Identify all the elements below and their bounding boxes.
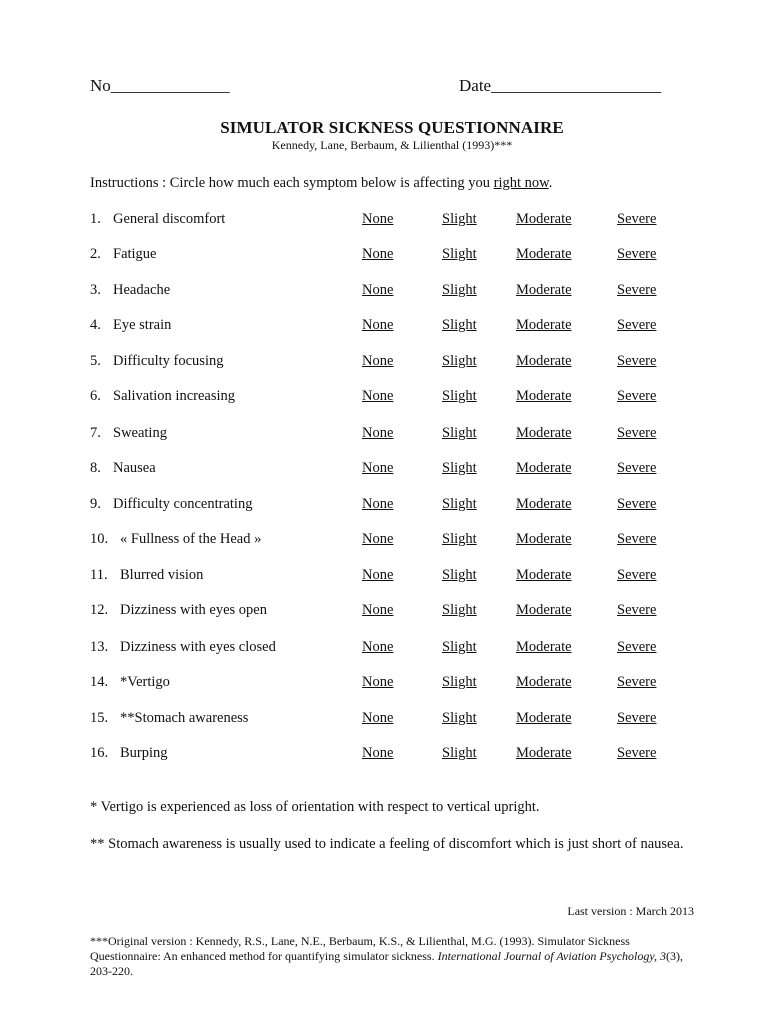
option-severe[interactable]: Severe — [617, 710, 657, 726]
symptom-label: Difficulty concentrating — [113, 496, 253, 512]
option-none[interactable]: None — [362, 246, 394, 262]
symptom-number: 8. — [90, 460, 101, 476]
symptom-label: Eye strain — [113, 317, 172, 333]
symptom-number: 10. — [90, 531, 109, 547]
instructions-suffix: . — [548, 175, 553, 191]
option-slight[interactable]: Slight — [442, 353, 477, 369]
option-slight[interactable]: Slight — [442, 460, 477, 476]
symptom-label: Burping — [120, 745, 168, 761]
option-slight[interactable]: Slight — [442, 496, 477, 512]
symptom-number: 3. — [90, 282, 101, 298]
symptom-label: Blurred vision — [120, 567, 204, 583]
option-slight[interactable]: Slight — [442, 282, 477, 298]
page-subtitle: Kennedy, Lane, Berbaum, & Lilienthal (1993)*** — [271, 138, 513, 152]
option-severe[interactable]: Severe — [617, 639, 657, 655]
symptom-row — [90, 567, 700, 589]
option-slight[interactable]: Slight — [442, 246, 477, 262]
option-slight[interactable]: Slight — [442, 567, 477, 583]
symptom-row — [90, 674, 700, 696]
option-none[interactable]: None — [362, 353, 394, 369]
instructions-prefix: Instructions : Circle how much each symptom below is affecting you — [90, 175, 494, 191]
option-moderate[interactable]: Moderate — [516, 745, 572, 761]
option-moderate[interactable]: Moderate — [516, 496, 572, 512]
option-slight[interactable]: Slight — [442, 710, 477, 726]
option-slight[interactable]: Slight — [442, 531, 477, 547]
reference-journal: International Journal of Aviation Psychology, 3 — [437, 949, 667, 963]
option-moderate[interactable]: Moderate — [516, 460, 572, 476]
option-none[interactable]: None — [362, 710, 394, 726]
option-moderate[interactable]: Moderate — [516, 567, 572, 583]
option-moderate[interactable]: Moderate — [516, 710, 572, 726]
symptom-label: Headache — [113, 282, 171, 298]
symptom-row — [90, 211, 700, 233]
option-moderate[interactable]: Moderate — [516, 639, 572, 655]
stomach-awareness-note: ** Stomach awareness is usually used to indicate a feeling of discomfort which is just short of nausea. — [90, 836, 684, 852]
symptom-label: Dizziness with eyes closed — [120, 639, 276, 655]
option-none[interactable]: None — [362, 531, 394, 547]
symptom-row — [90, 745, 700, 767]
option-severe[interactable]: Severe — [617, 460, 657, 476]
option-moderate[interactable]: Moderate — [516, 602, 572, 618]
reference-citation — [90, 934, 696, 979]
option-moderate[interactable]: Moderate — [516, 246, 572, 262]
option-moderate[interactable]: Moderate — [516, 425, 572, 441]
symptom-row — [90, 602, 700, 624]
option-severe[interactable]: Severe — [617, 317, 657, 333]
option-none[interactable]: None — [362, 602, 394, 618]
symptom-number: 2. — [90, 246, 101, 262]
symptom-number: 4. — [90, 317, 101, 333]
symptom-row — [90, 531, 700, 553]
option-severe[interactable]: Severe — [617, 211, 657, 227]
number-field[interactable]: No______________ — [90, 76, 230, 95]
instructions-emphasis: right now — [493, 175, 549, 191]
option-none[interactable]: None — [362, 745, 394, 761]
symptom-row — [90, 460, 700, 482]
symptom-number: 6. — [90, 388, 101, 404]
symptom-number: 14. — [90, 674, 109, 690]
symptom-number: 12. — [90, 602, 109, 618]
option-slight[interactable]: Slight — [442, 639, 477, 655]
symptom-number: 9. — [90, 496, 101, 512]
option-moderate[interactable]: Moderate — [516, 388, 572, 404]
reference-text: ***Original version : Kennedy, R.S., Lane, N.E., Berbaum, K.S., & Lilienthal, M.G. (1993). Simulator Sickness Questionnaire: An enhanced method for quantifying simulator sickness. — [90, 934, 630, 963]
option-slight[interactable]: Slight — [442, 602, 477, 618]
symptom-row — [90, 246, 700, 268]
date-field[interactable]: Date____________________ — [459, 76, 662, 95]
symptom-number: 15. — [90, 710, 109, 726]
symptom-label: Difficulty focusing — [113, 353, 224, 369]
page-title: SIMULATOR SICKNESS QUESTIONNAIRE — [220, 118, 564, 137]
option-severe[interactable]: Severe — [617, 602, 657, 618]
symptom-label: Dizziness with eyes open — [120, 602, 267, 618]
vertigo-note: * Vertigo is experienced as loss of orientation with respect to vertical upright. — [90, 799, 540, 815]
option-severe[interactable]: Severe — [617, 425, 657, 441]
option-severe[interactable]: Severe — [617, 353, 657, 369]
symptom-row — [90, 317, 700, 339]
last-version: Last version : March 2013 — [567, 904, 694, 918]
symptom-row — [90, 425, 700, 447]
option-severe[interactable]: Severe — [617, 246, 657, 262]
instructions — [90, 175, 552, 192]
symptom-row — [90, 496, 700, 518]
symptom-number: 5. — [90, 353, 101, 369]
option-none[interactable]: None — [362, 211, 394, 227]
option-severe[interactable]: Severe — [617, 282, 657, 298]
option-moderate[interactable]: Moderate — [516, 211, 572, 227]
symptom-label: *Vertigo — [120, 674, 170, 690]
option-none[interactable]: None — [362, 317, 394, 333]
option-severe[interactable]: Severe — [617, 745, 657, 761]
symptom-number: 13. — [90, 639, 109, 655]
symptom-row — [90, 639, 700, 661]
symptom-label: Sweating — [113, 425, 167, 441]
option-slight[interactable]: Slight — [442, 425, 477, 441]
option-none[interactable]: None — [362, 567, 394, 583]
symptom-number: 1. — [90, 211, 101, 227]
option-moderate[interactable]: Moderate — [516, 674, 572, 690]
option-slight[interactable]: Slight — [442, 211, 477, 227]
option-severe[interactable]: Severe — [617, 531, 657, 547]
option-slight[interactable]: Slight — [442, 388, 477, 404]
symptom-number: 7. — [90, 425, 101, 441]
option-none[interactable]: None — [362, 639, 394, 655]
option-moderate[interactable]: Moderate — [516, 531, 572, 547]
option-none[interactable]: None — [362, 460, 394, 476]
symptom-number: 16. — [90, 745, 109, 761]
option-severe[interactable]: Severe — [617, 567, 657, 583]
symptom-row — [90, 710, 700, 732]
option-moderate[interactable]: Moderate — [516, 282, 572, 298]
symptom-label: Fatigue — [113, 246, 157, 262]
option-none[interactable]: None — [362, 674, 394, 690]
symptom-label: Salivation increasing — [113, 388, 236, 404]
option-none[interactable]: None — [362, 496, 394, 512]
option-moderate[interactable]: Moderate — [516, 353, 572, 369]
option-severe[interactable]: Severe — [617, 388, 657, 404]
option-moderate[interactable]: Moderate — [516, 317, 572, 333]
reference-issue: (3), 203-220. — [90, 949, 684, 978]
symptom-row — [90, 282, 700, 304]
symptom-label: **Stomach awareness — [120, 710, 249, 726]
symptom-number: 11. — [90, 567, 108, 583]
option-slight[interactable]: Slight — [442, 674, 477, 690]
symptom-label: General discomfort — [113, 211, 226, 227]
option-slight[interactable]: Slight — [442, 317, 477, 333]
symptom-row — [90, 353, 700, 375]
symptom-row — [90, 388, 700, 410]
option-slight[interactable]: Slight — [442, 745, 477, 761]
option-none[interactable]: None — [362, 388, 394, 404]
option-severe[interactable]: Severe — [617, 496, 657, 512]
option-none[interactable]: None — [362, 282, 394, 298]
option-none[interactable]: None — [362, 425, 394, 441]
option-severe[interactable]: Severe — [617, 674, 657, 690]
symptom-label: Nausea — [113, 460, 156, 476]
symptom-label: « Fullness of the Head » — [120, 531, 262, 547]
